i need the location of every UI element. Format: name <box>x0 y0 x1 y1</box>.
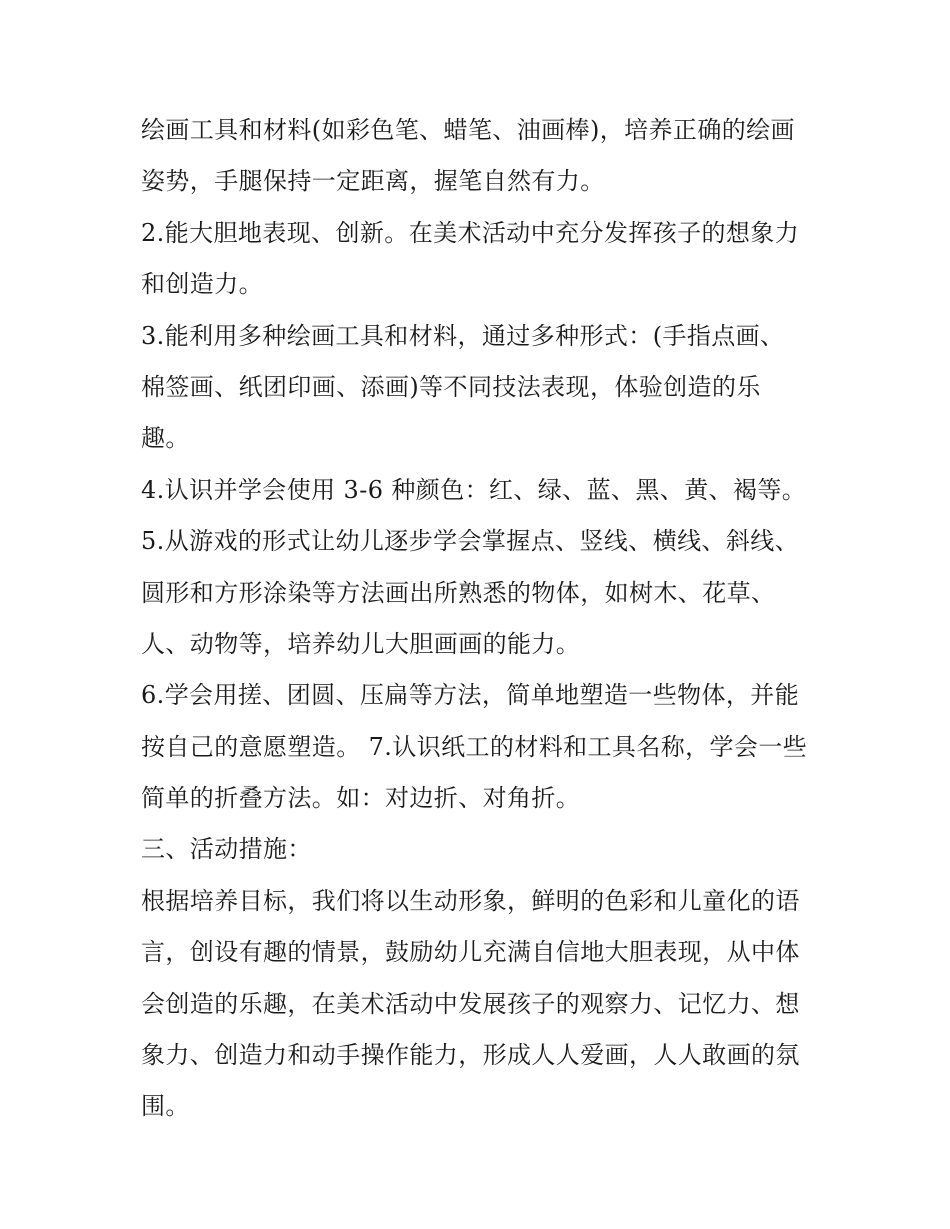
text-line: 按自己的意愿塑造。 7.认识纸工的材料和工具名称，学会一些 <box>141 732 808 761</box>
text-line: 6.学会用搓、团圆、压扁等方法，简单地塑造一些物体，并能 <box>141 681 800 710</box>
text-line: 趣。 <box>141 424 190 453</box>
document-body <box>141 105 821 1133</box>
section-heading: 三、活动措施： <box>141 835 312 864</box>
text-line: 会创造的乐趣，在美术活动中发展孩子的观察力、记忆力、想 <box>141 989 800 1018</box>
text-line: 人、动物等，培养幼儿大胆画画的能力。 <box>141 629 581 658</box>
text-line: 围。 <box>141 1092 190 1121</box>
text-line: 2.能大胆地表现、创新。在美术活动中充分发挥孩子的想象力 <box>141 218 800 247</box>
text-line: 棉签画、纸团印画、添画)等不同技法表现，体验创造的乐 <box>141 372 761 401</box>
text-line: 和创造力。 <box>141 270 263 299</box>
text-line: 3.能利用多种绘画工具和材料，通过多种形式：(手指点画、 <box>141 321 785 350</box>
text-line: 绘画工具和材料(如彩色笔、蜡笔、油画棒)，培养正确的绘画 <box>141 116 795 144</box>
text-line: 象力、创造力和动手操作能力，形成人人爱画，人人敢画的氛 <box>141 1041 800 1070</box>
text-line: 5.从游戏的形式让幼儿逐步学会掌握点、竖线、横线、斜线、 <box>141 527 800 556</box>
text-line: 根据培养目标，我们将以生动形象，鲜明的色彩和儿童化的语 <box>141 886 800 915</box>
text-line: 言，创设有趣的情景，鼓励幼儿充满自信地大胆表现，从中体 <box>141 938 800 967</box>
text-line: 圆形和方形涂染等方法画出所熟悉的物体，如树木、花草、 <box>141 578 776 607</box>
text-line: 简单的折叠方法。如：对边折、对角折。 <box>141 784 581 813</box>
text-line: 4.认识并学会使用 3-6 种颜色：红、绿、蓝、黑、黄、褐等。 <box>141 475 807 504</box>
text-line: 姿势，手腿保持一定距离，握笔自然有力。 <box>141 167 605 196</box>
